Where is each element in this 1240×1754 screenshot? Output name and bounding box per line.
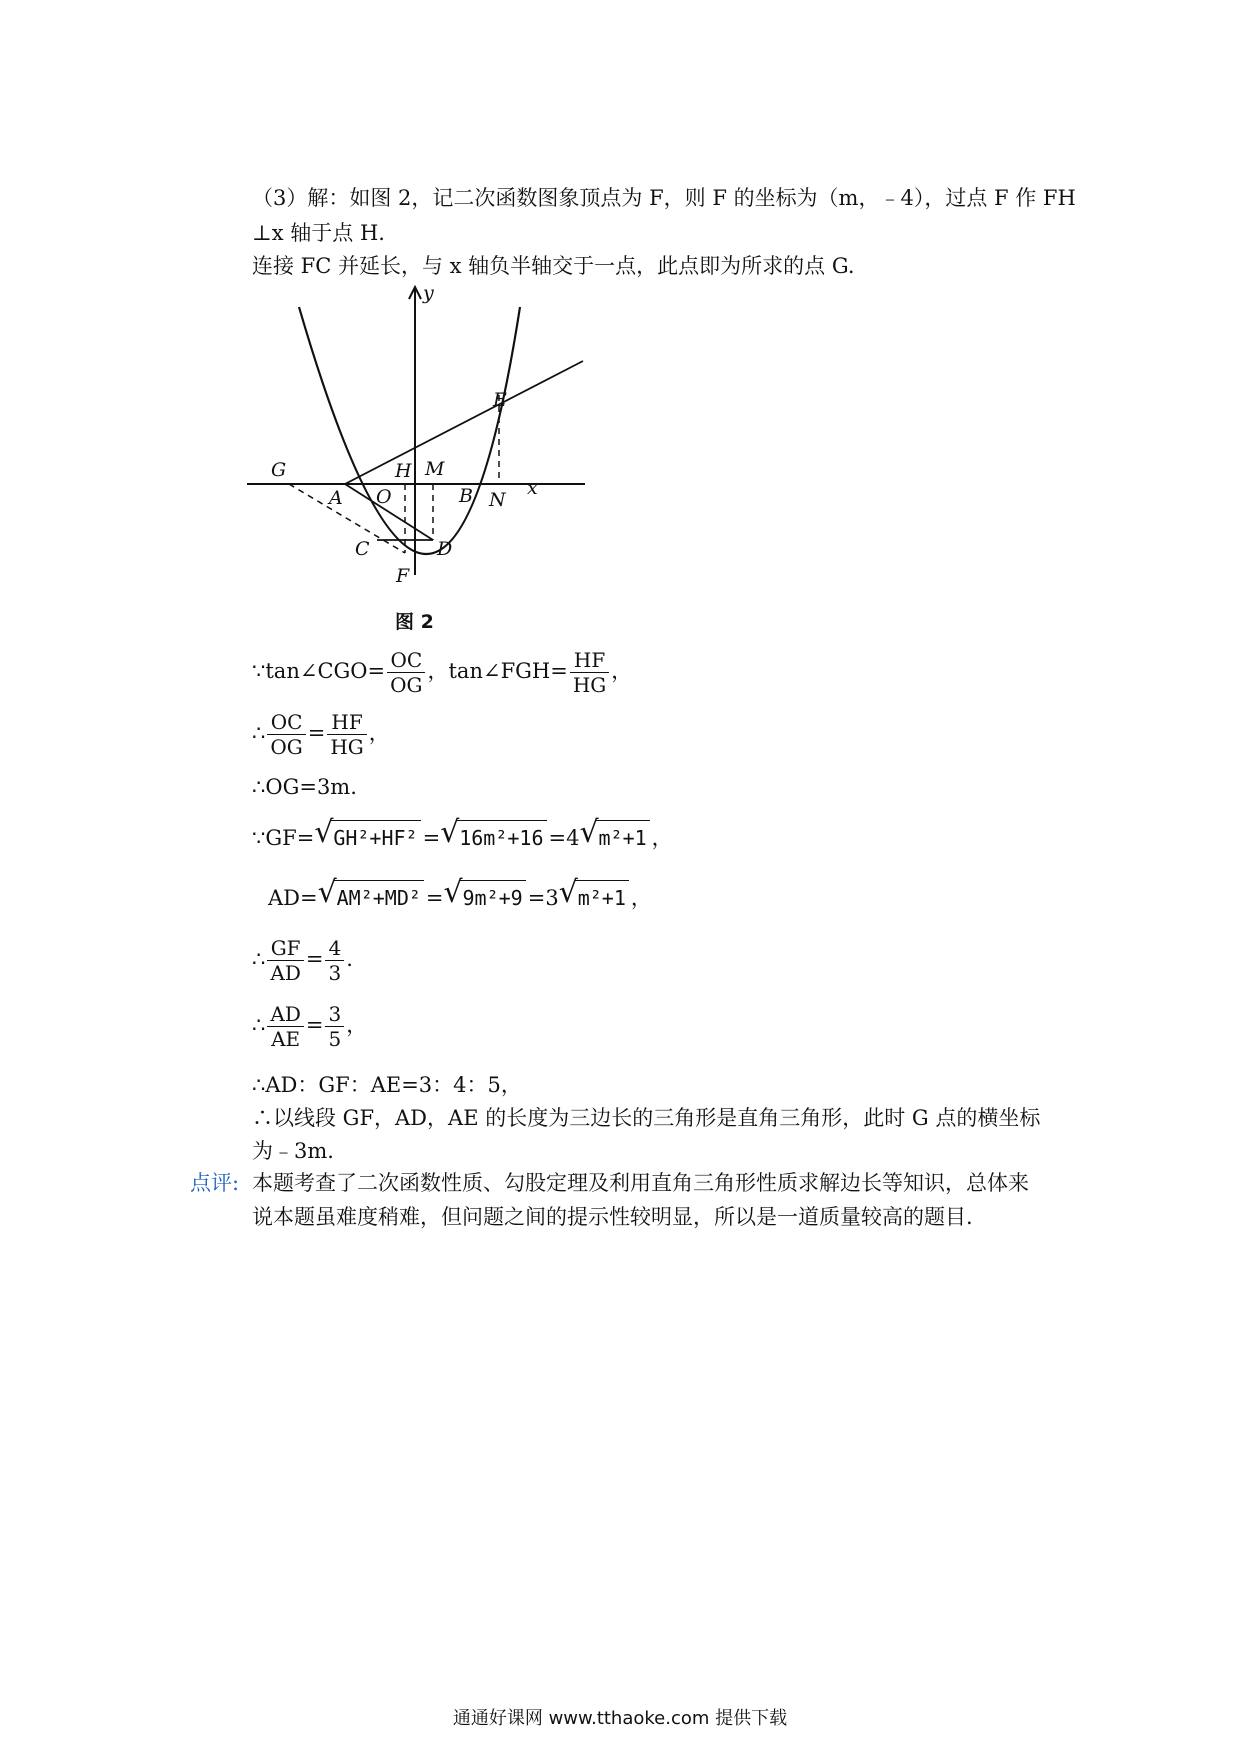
ratio-345: ∴AD：GF：AE=3：4：5， (252, 1073, 522, 1097)
radical-m2-1-b: √ m²+1 (559, 880, 629, 913)
ratio-line: ∴ $\frac{OC}{OG}$ = $\frac{HF}{HG}$ ， (252, 710, 390, 759)
page-footer: 通通好课网 www.tthaoke.com 提供下载 (452, 1708, 788, 1729)
ad-ae-ratio: ∴ $\frac{AD}{AE}$ = $\frac{3}{5}$ ， (252, 1002, 368, 1051)
label-h: H (395, 460, 412, 482)
label-c: C (355, 538, 370, 560)
solution-line-2: ⊥x 轴于点 H. (252, 221, 385, 245)
conclusion-line-1: ∴以线段 GF，AD，AE 的长度为三边长的三角形是直角三角形，此时 G 点的横坐标 (252, 1106, 1041, 1130)
frac-hf-hg-2: $\frac{HF}{HG}$ (327, 710, 366, 759)
label-y: y (423, 285, 434, 304)
label-d: D (437, 538, 453, 560)
solution-line-1: （3）解：如图 2，记二次函数图象顶点为 F，则 F 的坐标为（m，﹣4），过点 F 作 FH (252, 186, 1076, 210)
tan-mid: ，tan∠FGH= (427, 659, 568, 683)
tan-prefix: ∵tan∠CGO= (252, 659, 386, 683)
frac-oc-og-2: $\frac{OC}{OG}$ (267, 710, 305, 759)
label-g: G (271, 459, 287, 481)
radical-am-md: √ AM²+MD² (318, 880, 424, 913)
comment-label: 点评: (190, 1171, 240, 1195)
label-n: N (489, 489, 506, 511)
tan-line: ∵tan∠CGO= $\frac{OC}{OG}$ ，tan∠FGH= $\frac{HF}{HG}$ ， (252, 648, 633, 697)
parabola (299, 307, 520, 554)
frac-oc-og: $\frac{OC}{OG}$ (387, 648, 425, 697)
ad-line: AD= √ AM²+MD² = √ 9m²+9 =3 √ m²+1 ， (268, 880, 652, 913)
figure-caption: 图 2 (395, 611, 434, 633)
label-f: F (396, 565, 410, 587)
label-o: O (376, 486, 392, 508)
gf-ad-ratio: ∴ $\frac{GF}{AD}$ = $\frac{4}{3}$ . (252, 936, 353, 985)
label-a: A (329, 487, 343, 509)
frac-hf-hg: $\frac{HF}{HG}$ (570, 648, 609, 697)
radical-gh-hf: √ GH²+HF² (314, 820, 420, 853)
label-x: x (527, 477, 538, 499)
radical-9m: √ 9m²+9 (444, 880, 526, 913)
label-e: E (493, 389, 507, 411)
solution-line-3: 连接 FC 并延长，与 x 轴负半轴交于一点，此点即为所求的点 G. (252, 254, 855, 278)
label-m: M (425, 458, 445, 480)
line-ae (345, 361, 583, 484)
radical-m2-1: √ m²+1 (579, 820, 649, 853)
gf-line: ∵GF= √ GH²+HF² = √ 16m²+16 =4 √ m²+1 ， (252, 820, 673, 853)
figure-2-diagram (245, 285, 585, 595)
og-result: ∴OG=3m. (252, 775, 357, 799)
conclusion-line-2: 为﹣3m. (252, 1139, 334, 1163)
radical-16m: √ 16m²+16 (440, 820, 546, 853)
comment-line-1: 本题考查了二次函数性质、勾股定理及利用直角三角形性质求解边长等知识，总体来 (252, 1171, 1029, 1195)
comment-line-2: 说本题虽难度稍难，但问题之间的提示性较明显，所以是一道质量较高的题目. (252, 1205, 973, 1229)
label-b: B (459, 485, 473, 507)
